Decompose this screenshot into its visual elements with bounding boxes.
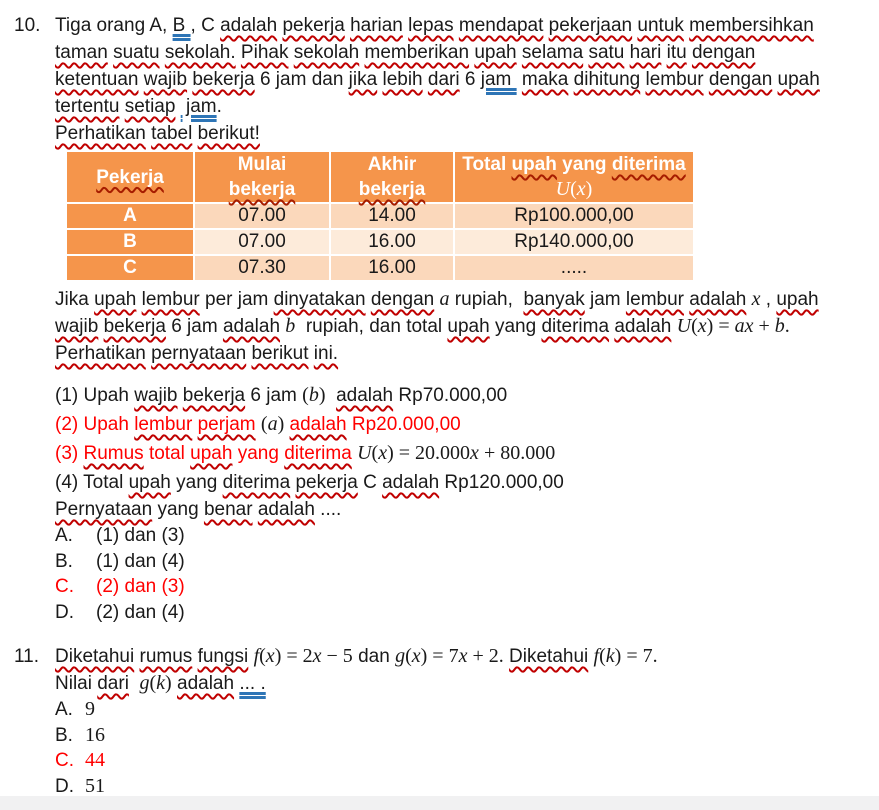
option-letter: C. <box>55 576 74 597</box>
question-10-options <box>55 523 849 625</box>
header-cell-akhir-bekerja: Akhir bekerja <box>330 151 454 203</box>
question-11-number: 11. <box>14 646 40 667</box>
option-letter: A. <box>55 699 73 720</box>
table-row-a <box>66 203 694 229</box>
table-row-b <box>66 229 694 255</box>
answer-option-c <box>55 574 849 600</box>
question-10-body <box>55 12 849 625</box>
question-10-prompt: Pernyataan yang benar adalah .... <box>55 499 342 520</box>
header-cell-total-upah: Total upah yang diterima U(x) <box>454 151 694 203</box>
option-value: 9 <box>85 698 95 720</box>
option-letter: C. <box>55 750 74 771</box>
wage-cell: ..... <box>454 255 694 281</box>
answer-option-b <box>55 723 849 749</box>
wage-cell: Rp140.000,00 <box>454 229 694 255</box>
end-time-cell: 14.00 <box>330 203 454 229</box>
wage-table <box>65 150 695 282</box>
option-text: (1) dan (4) <box>96 550 185 572</box>
question-10-statements: (1) Upah wajib bekerja 6 jam (b) adalah Rp70.000,00 (2) Upah lembur perjam (a) adalah Rp20.000,00 (3) Rumus total upah yang diterima U(x) = 20.000x + 80.000 (4) Total upah yang diterima pekerja C adalah Rp120.000,00 <box>55 384 564 493</box>
page-boundary-strip <box>0 796 879 810</box>
wage-table-header <box>66 151 694 203</box>
wage-cell: Rp100.000,00 <box>454 203 694 229</box>
option-letter: D. <box>55 601 74 623</box>
row-label-cell: C <box>66 255 194 281</box>
start-time-cell: 07.00 <box>194 229 330 255</box>
header-cell-pekerja: Pekerja <box>66 151 194 203</box>
answer-option-c <box>55 748 849 774</box>
question-10 <box>14 12 849 625</box>
question-10-given: Jika upah lembur per jam dinyatakan dengan a rupiah, banyak jam lembur adalah x , upah wajib bekerja 6 jam adalah b rupiah, dan total upah yang diterima adalah U(x) = ax + b. Perhatikan pernyataan berikut ini. <box>55 288 819 364</box>
option-text: (2) dan (3) <box>96 576 185 597</box>
option-letter: B. <box>55 724 73 746</box>
start-time-cell: 07.30 <box>194 255 330 281</box>
end-time-cell: 16.00 <box>330 229 454 255</box>
question-11-text: Diketahui rumus fungsi f(x) = 2x − 5 dan g(x) = 7x + 2. Diketahui f(k) = 7. Nilai dari g(k) adalah ... . <box>55 645 658 694</box>
option-letter: D. <box>55 775 74 797</box>
end-time-cell: 16.00 <box>330 255 454 281</box>
answer-option-d <box>55 600 849 626</box>
row-label-cell: B <box>66 229 194 255</box>
option-letter: B. <box>55 550 73 572</box>
option-text: (2) dan (4) <box>96 601 185 623</box>
option-value: 16 <box>85 723 105 746</box>
question-10-intro: Tiga orang A, B , C adalah pekerja harian lepas mendapat pekerjaan untuk membersihkan taman suatu sekolah. Pihak sekolah memberikan upah selama satu hari itu dengan ketentuan wajib bekerja 6 jam dan jika lebih dari 6 jam maka dihitung lembur dengan upah tertentu setiap jam. Perhatikan tabel berikut! <box>55 15 820 144</box>
option-letter: A. <box>55 525 73 546</box>
option-value: 51 <box>85 774 105 797</box>
option-value: 44 <box>85 749 105 771</box>
question-11 <box>14 643 849 799</box>
question-11-body <box>55 643 849 799</box>
answer-option-a <box>55 523 849 549</box>
row-label-cell: A <box>66 203 194 229</box>
option-text: (1) dan (3) <box>96 525 185 546</box>
answer-option-b <box>55 549 849 575</box>
table-row-c <box>66 255 694 281</box>
answer-option-a <box>55 697 849 723</box>
question-11-options <box>55 697 849 799</box>
question-10-number: 10. <box>14 15 41 36</box>
header-cell-mulai-bekerja: Mulai bekerja <box>194 151 330 203</box>
start-time-cell: 07.00 <box>194 203 330 229</box>
